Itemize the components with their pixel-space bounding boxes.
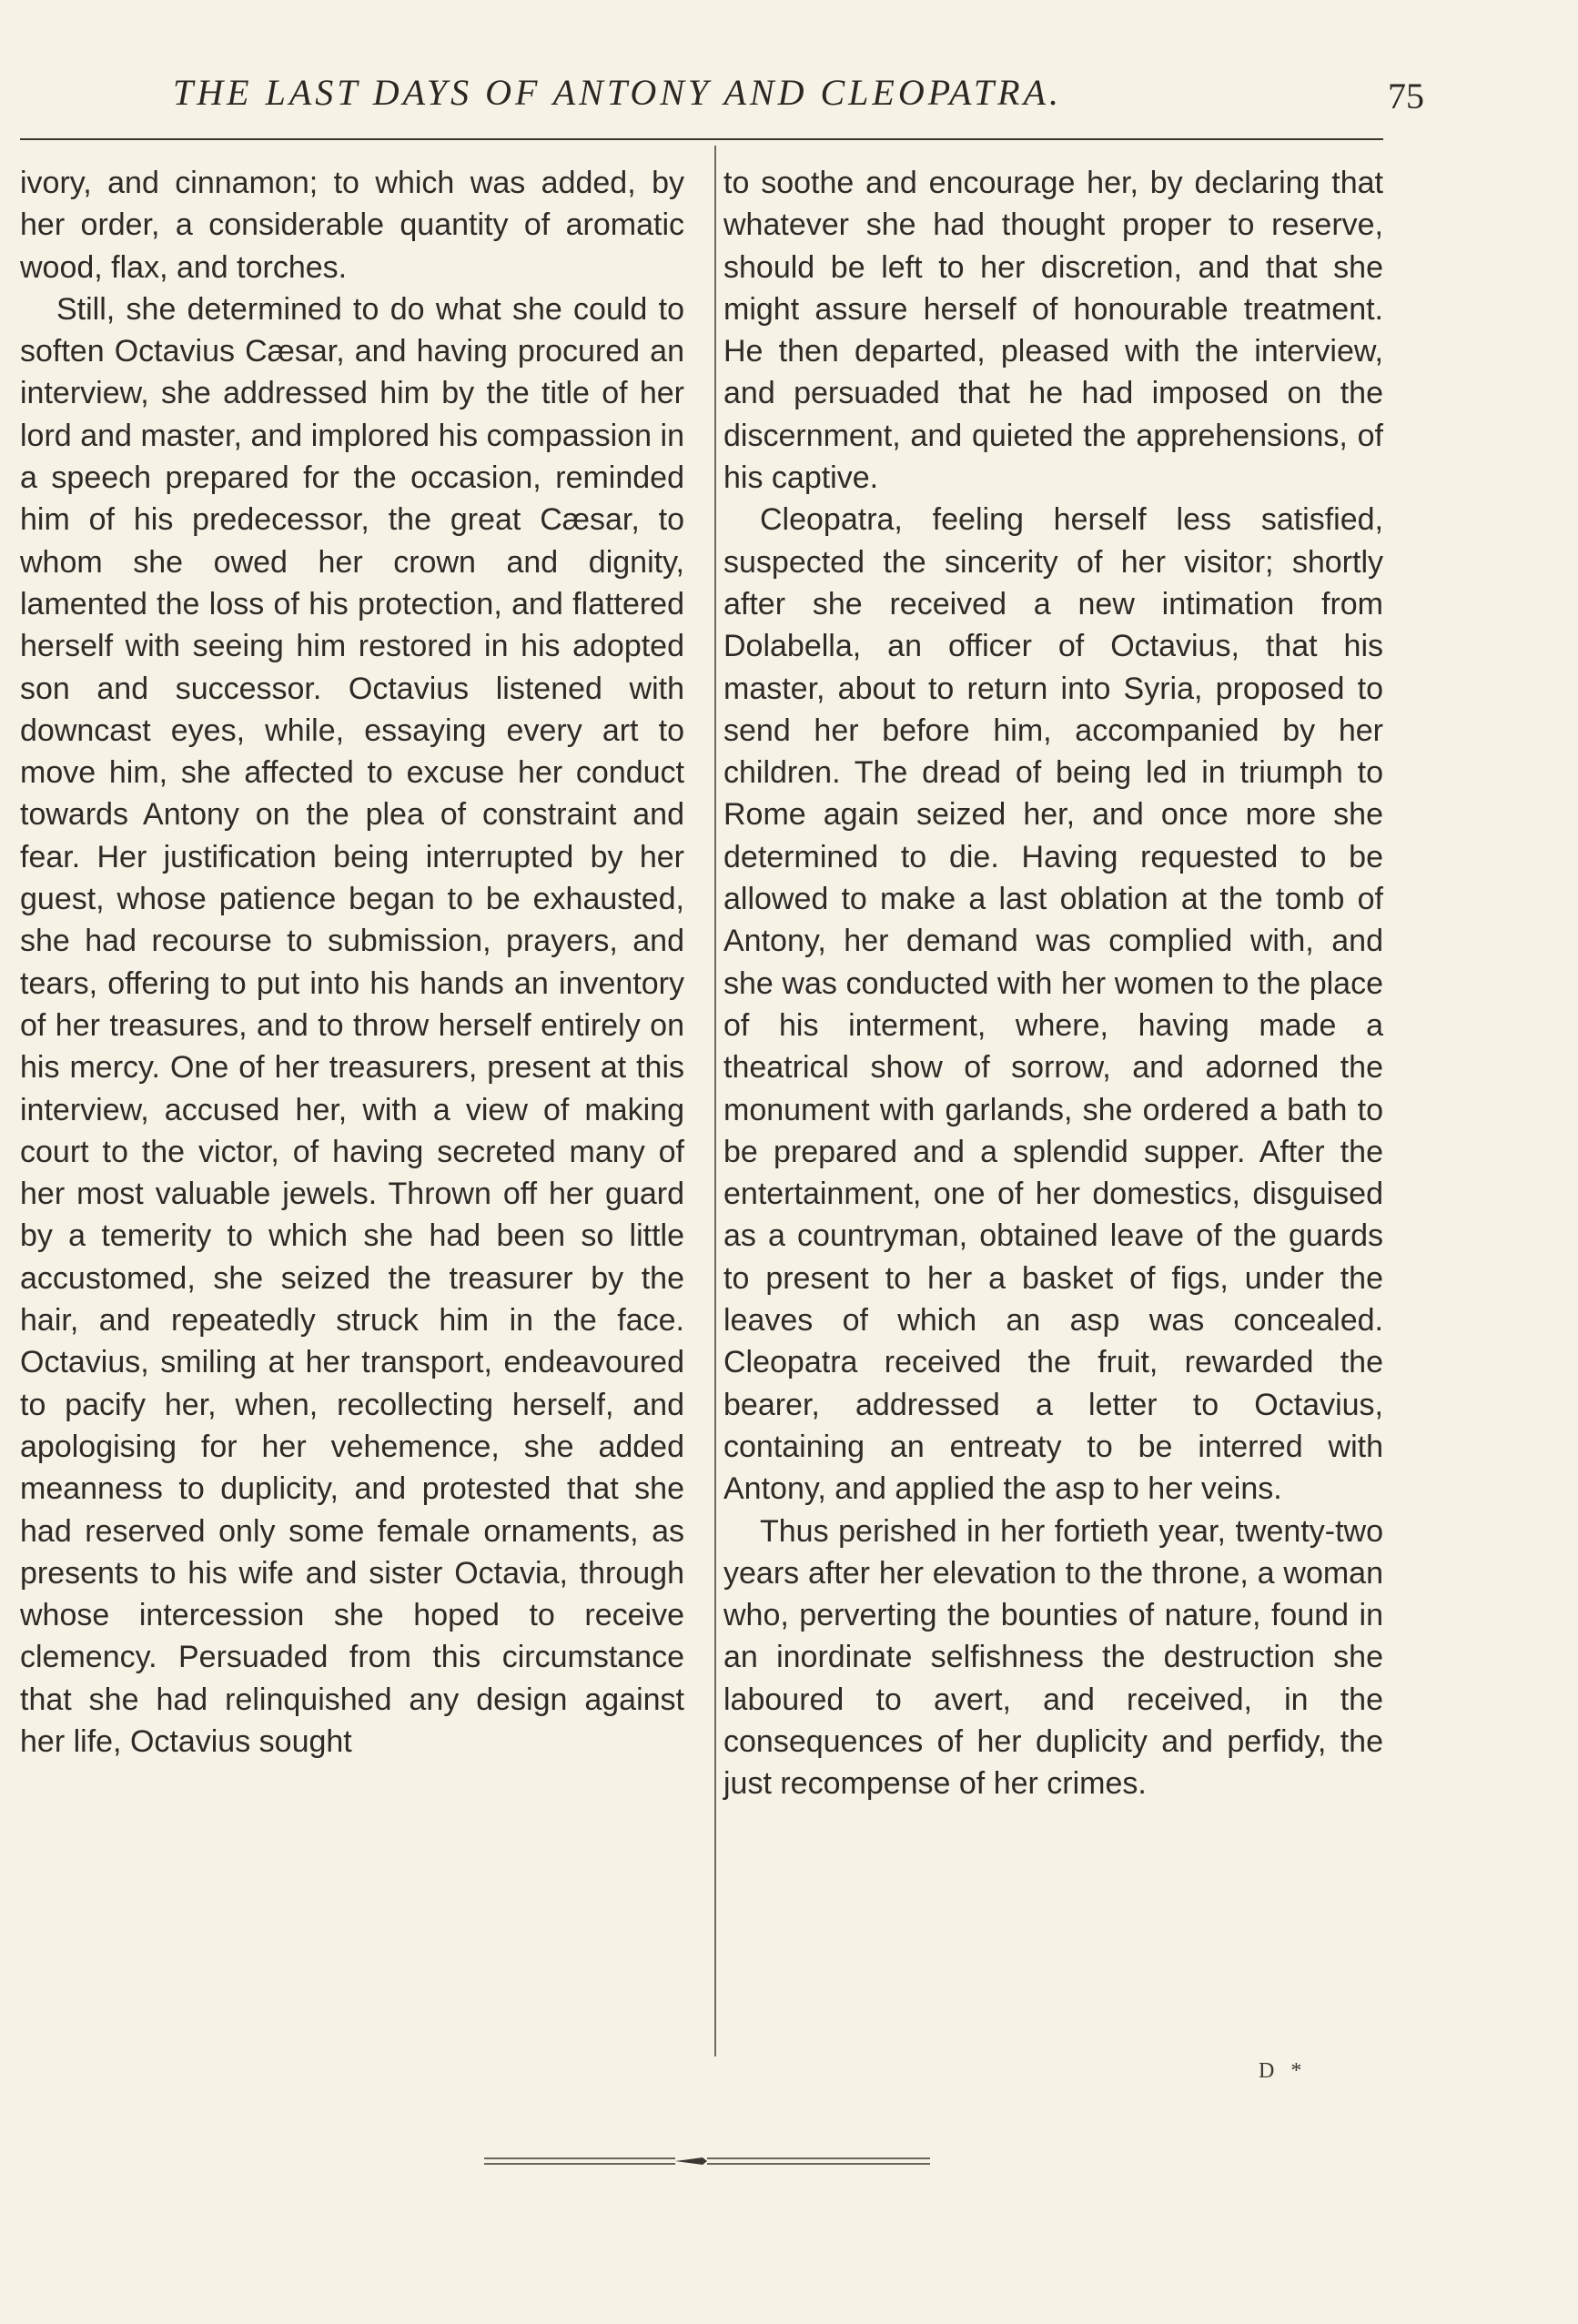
page-number: 75 <box>1388 76 1424 116</box>
left-paragraph-2: Still, she determined to do what she could to soften Octavius Cæsar, and having procured an interview, she addressed him by the title of her lord and master, and implored his compassion in a speech prepared for the occasion, reminded him of his predecessor, the great Cæsar, to whom she owed her crown and dignity, lamented the loss of his protection, and flattered herself with seeing him restored in his adopted son and successor. Octavius listened with downcast eyes, while, essaying every art to move him, she affected to excuse her conduct towards Antony on the plea of constraint and fear. Her justification being interrupted by her guest, whose patience began to be exhausted, she had recourse to submission, prayers, and tears, offering to put into his hands an inventory of her treasures, and to throw herself entirely on his mercy. One of her treasurers, present at this interview, accused her, with a view of making court to the victor, of having secreted many of her most valuable jewels. Thrown off her guard by a temerity to which she had been so little accustomed, she seized the treasurer by the hair, and repeatedly struck him in the face. Octavius, smiling at her transport, endeavoured to pacify her, when, recollecting herself, and apologising for her vehemence, she added meanness to duplicity, and protested that she had reserved only some female ornaments, as presents to his wife and sister Octavia, through whose intercession she hoped to receive clemency. Persuaded from this circumstance that she had relinquished any design against her life, Octavius sought <box>20 291 684 1759</box>
signature-mark: D * <box>1259 2059 1308 2083</box>
header-rule <box>20 138 1383 140</box>
right-column <box>723 162 1383 1805</box>
left-paragraph-1: ivory, and cinnamon; to which was added, by her order, a considerable quantity of aromatic wood, flax, and torches. <box>20 166 684 285</box>
left-column <box>20 162 684 1763</box>
running-head <box>0 71 1578 135</box>
ornamental-rule <box>484 2155 930 2167</box>
right-paragraph-1: to soothe and encourage her, by declaring that whatever she had thought proper to reserve, should be left to her discretion, and that she might assure herself of honourable treatment. He then departed, pleased with the interview, and persuaded that he had imposed on the discernment, and quieted the apprehensions, of his captive. <box>723 166 1383 496</box>
column-divider <box>714 146 716 2056</box>
right-paragraph-3: Thus perished in her fortieth year, twenty-two years after her elevation to the throne, a woman who, perverting the bounties of nature, found in an inordinate selfishness the destruction she laboured to avert, and received, in the consequences of her duplicity and perfidy, the just recompense of her crimes. <box>723 1513 1383 1802</box>
running-title: THE LAST DAYS OF ANTONY AND CLEOPATRA. <box>173 72 1063 113</box>
right-paragraph-2: Cleopatra, feeling herself less satisfied, suspected the sincerity of her visitor; shortly after she received a new intimation from Dolabella, an officer of Octavius, that his master, about to return into Syria, proposed to send her before him, accompanied by her children. The dread of being led in triumph to Rome again seized her, and once more she determined to die. Having requested to be allowed to make a last oblation at the tomb of Antony, her demand was complied with, and she was conducted with her women to the place of his interment, where, having made a theatrical show of sorrow, and adorned the monument with garlands, she ordered a bath to be prepared and a splendid supper. After the entertainment, one of her domestics, disguised as a countryman, obtained leave of the guards to present to her a basket of figs, under the leaves of which an asp was concealed. Cleopatra received the fruit, rewarded the bearer, addressed a letter to Octavius, containing an entreaty to be interred with Antony, and applied the asp to her veins. <box>723 502 1383 1507</box>
